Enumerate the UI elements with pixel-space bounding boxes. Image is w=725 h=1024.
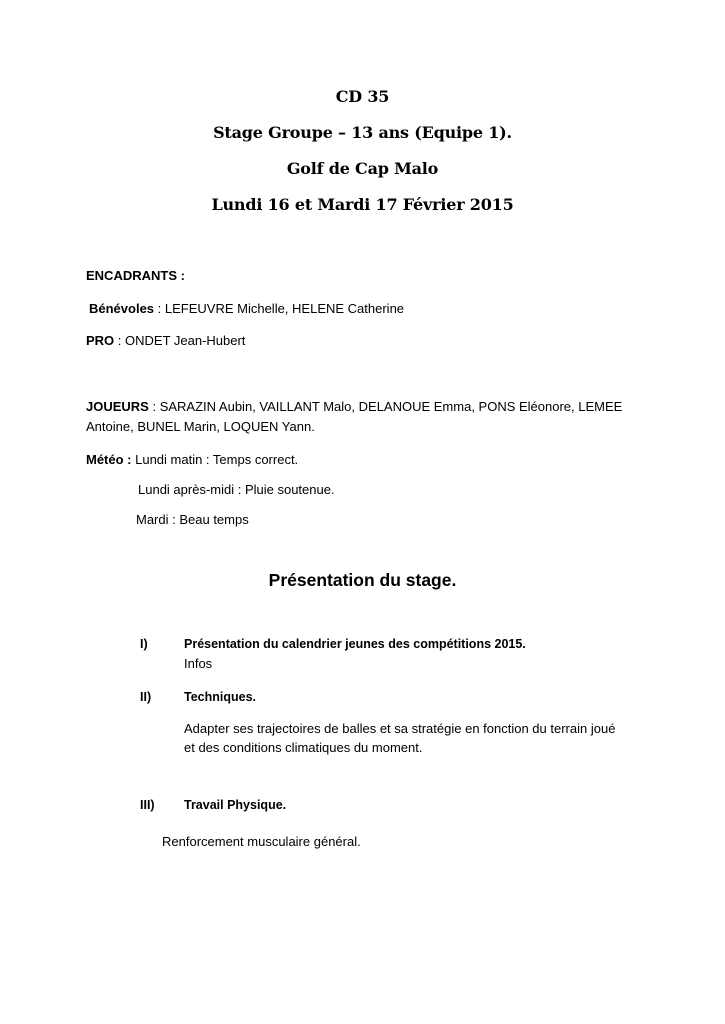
benevoles-label: Bénévoles <box>89 301 155 316</box>
meteo-line1 <box>86 450 298 470</box>
title-stage-groupe: Stage Groupe – 13 ans (Equipe 1). <box>213 123 512 142</box>
item-2-number: II) <box>140 690 152 704</box>
pro-label: PRO <box>86 333 115 348</box>
joueurs-line1 <box>86 397 622 417</box>
meteo-label: Météo : <box>86 452 132 467</box>
presentation-title: Présentation du stage. <box>268 570 457 590</box>
meteo-line3: Mardi : Beau temps <box>136 512 249 527</box>
joueurs-label: JOUEURS <box>86 399 149 414</box>
document-title-block <box>0 84 725 228</box>
meteo-value-line1: Lundi matin : Temps correct. <box>131 452 299 467</box>
title-dates: Lundi 16 et Mardi 17 Février 2015 <box>211 195 514 214</box>
item-1-number: I) <box>140 637 148 651</box>
title-golf: Golf de Cap Malo <box>286 159 439 178</box>
joueurs-line2: Antoine, BUNEL Marin, LOQUEN Yann. <box>86 419 315 434</box>
benevoles-line <box>89 299 404 319</box>
item-2-title: Techniques. <box>184 690 257 704</box>
item-3-title: Travail Physique. <box>184 798 287 812</box>
benevoles-value: : LEFEUVRE Michelle, HELENE Catherine <box>154 301 405 316</box>
encadrants-heading: ENCADRANTS : <box>86 268 185 283</box>
pro-value: : ONDET Jean-Hubert <box>114 333 246 348</box>
item-3-body: Renforcement musculaire général. <box>162 834 361 849</box>
title-cd35: CD 35 <box>335 87 390 106</box>
pro-line <box>86 331 245 351</box>
item-1-title: Présentation du calendrier jeunes des compétitions 2015. <box>184 637 526 651</box>
item-2-body-line1: Adapter ses trajectoires de balles et sa stratégie en fonction du terrain joué <box>184 721 616 736</box>
item-2-body-line2: et des conditions climatiques du moment. <box>184 740 423 755</box>
item-1-body: Infos <box>184 656 213 671</box>
meteo-line2: Lundi après-midi : Pluie soutenue. <box>138 482 335 497</box>
item-3-number: III) <box>140 798 155 812</box>
joueurs-value-line1: : SARAZIN Aubin, VAILLANT Malo, DELANOUE Emma, PONS Eléonore, LEMEE <box>148 399 623 414</box>
